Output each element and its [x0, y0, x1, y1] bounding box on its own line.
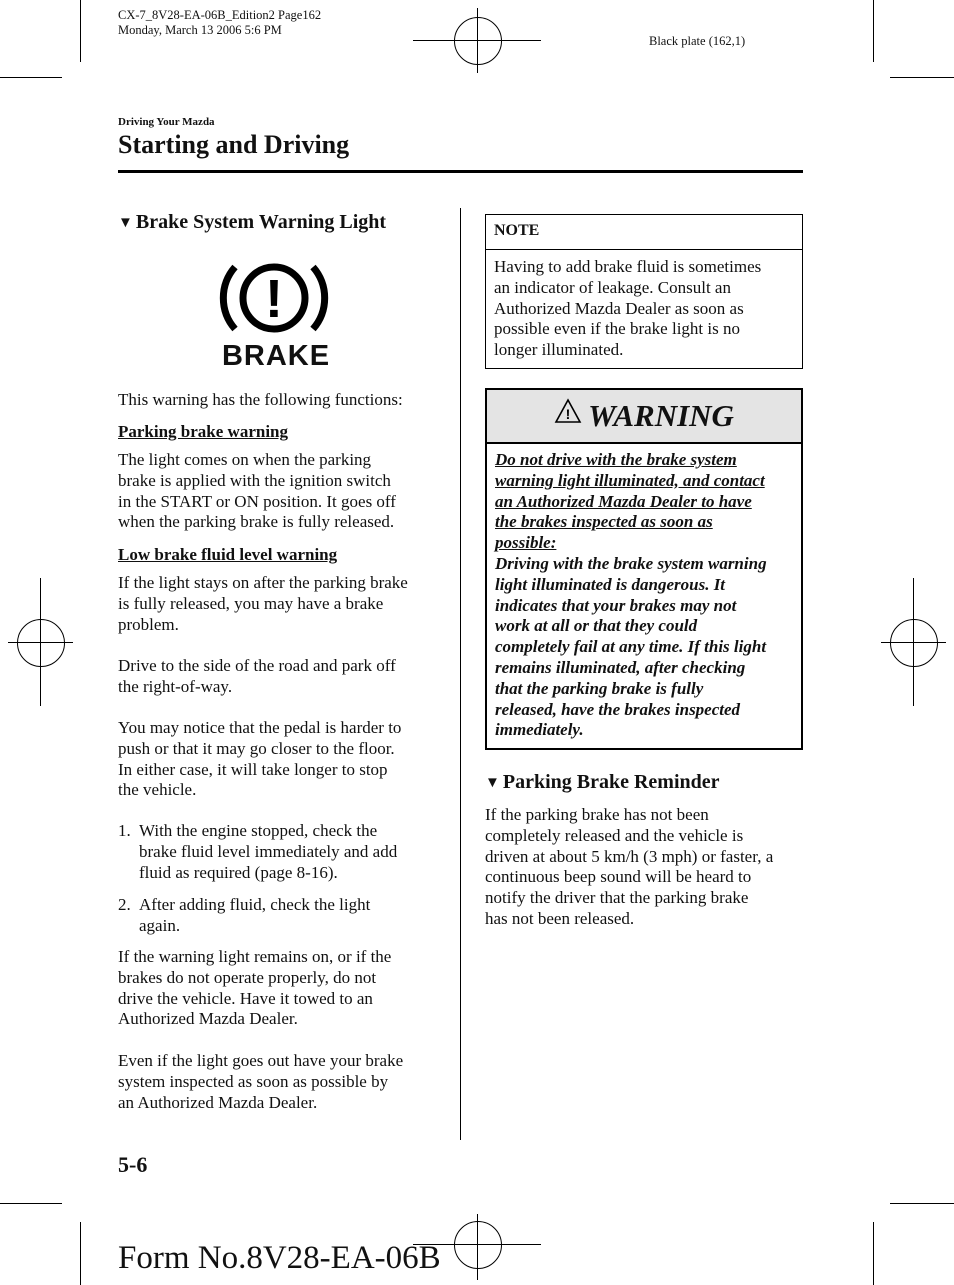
text-line: has not been released. — [485, 908, 635, 928]
text-line: completely released and the vehicle is — [485, 825, 744, 845]
form-number: Form No.8V28-EA-06B — [118, 1240, 441, 1276]
parking-brake-reminder-heading — [485, 771, 720, 794]
text-line: With the engine stopped, check the — [139, 821, 378, 840]
warning-underlined-line: warning light illuminated, and contact — [495, 470, 765, 490]
text-line: longer illuminated. — [494, 340, 624, 360]
text-line: Having to add brake fluid is sometimes — [494, 257, 762, 276]
warning-line: released, have the brakes inspected — [495, 699, 741, 719]
warning-line: immediately. — [495, 720, 584, 740]
crop-mark — [890, 77, 954, 78]
warning-triangle-icon — [554, 398, 582, 424]
list-item — [118, 895, 448, 939]
warning-underlined-line: Do not drive with the brake system — [495, 450, 737, 469]
warning-line: work at all or that they could — [495, 616, 698, 636]
warning-box — [485, 388, 803, 750]
crop-mark — [80, 1222, 81, 1285]
page-number: 5-6 — [118, 1152, 148, 1177]
warning-line: light illuminated is dangerous. It — [495, 574, 726, 594]
fluid-paragraph-3 — [118, 718, 401, 801]
text-line: Authorized Mazda Dealer. — [118, 1009, 298, 1029]
text-line: driven at about 5 km/h (3 mph) or faster, a — [485, 846, 774, 866]
warning-underlined-line: possible: — [495, 533, 557, 553]
brake-warning-heading — [118, 211, 386, 234]
text-line: If the parking brake has not been — [485, 805, 709, 824]
text-line: The light comes on when the parking — [118, 450, 372, 469]
text-line: push or that it may go closer to the floor. — [118, 738, 395, 758]
list-number: 2. — [118, 895, 131, 914]
page-title: Starting and Driving — [118, 130, 350, 159]
text-line: This warning has the following functions: — [118, 390, 403, 409]
warning-line: indicates that your brakes may not — [495, 595, 737, 615]
note-divider — [486, 249, 802, 250]
print-header-line2: Monday, March 13 2006 5:6 PM — [118, 23, 282, 37]
text-line: After adding fluid, check the light — [139, 895, 371, 914]
fluid-paragraph-1 — [118, 573, 408, 635]
text-line: fluid as required (page 8-16). — [139, 862, 338, 882]
print-header — [118, 8, 321, 38]
brake-warning-icon — [218, 254, 334, 374]
text-line: If the light stays on after the parking brake — [118, 573, 408, 592]
fluid-paragraph-2 — [118, 656, 396, 698]
text-line: If the warning light remains on, or if the — [118, 947, 392, 966]
warning-line: that the parking brake is fully — [495, 678, 704, 698]
crop-mark — [890, 1203, 954, 1204]
warning-title-group — [487, 398, 801, 434]
text-line: Drive to the side of the road and park off — [118, 656, 396, 675]
section-label: Driving Your Mazda — [118, 116, 215, 128]
warning-underlined-line: an Authorized Mazda Dealer to have — [495, 491, 752, 511]
crop-mark — [873, 0, 874, 62]
low-fluid-heading: Low brake fluid level warning — [118, 545, 338, 564]
text-line: the right-of-way. — [118, 676, 233, 696]
warning-exclamation-glyph: ! — [565, 406, 571, 422]
text-line: brake is applied with the ignition switch — [118, 470, 391, 490]
text-line: problem. — [118, 614, 179, 634]
text-line: possible even if the brake light is no — [494, 319, 740, 339]
triangle-down-icon: ▼ — [118, 215, 133, 231]
warning-underlined-line: the brakes inspected as soon as — [495, 512, 713, 532]
crop-mark — [0, 77, 62, 78]
text-line: You may notice that the pedal is harder to — [118, 718, 402, 737]
text-line: notify the driver that the parking brake — [485, 888, 749, 908]
parking-brake-warning-heading: Parking brake warning — [118, 422, 289, 441]
column-divider — [460, 208, 461, 1140]
text-line: when the parking brake is fully released. — [118, 512, 395, 532]
parking-brake-text — [118, 450, 396, 533]
list-item — [118, 821, 448, 885]
text-line: brake fluid level immediately and add — [139, 841, 398, 861]
text-line: is fully released, you may have a brake — [118, 593, 384, 613]
list-number: 1. — [118, 821, 131, 840]
text-line: in the START or ON position. It goes off — [118, 491, 396, 511]
text-line: continuous beep sound will be heard to — [485, 867, 752, 887]
text-line: In either case, it will take longer to stop — [118, 759, 388, 779]
triangle-down-icon: ▼ — [485, 775, 500, 791]
list-text — [139, 821, 397, 883]
text-line: drive the vehicle. Have it towed to an — [118, 988, 373, 1008]
crop-mark — [0, 1203, 62, 1204]
text-line: system inspected as soon as possible by — [118, 1071, 389, 1091]
text-line: Even if the light goes out have your brake — [118, 1051, 404, 1070]
after-paragraph-2 — [118, 1051, 403, 1113]
warning-header — [487, 390, 801, 444]
title-rule — [118, 170, 803, 173]
text-line: again. — [139, 915, 181, 935]
after-paragraph-1 — [118, 947, 391, 1030]
print-header-line1: CX-7_8V28-EA-06B_Edition2 Page162 — [118, 8, 322, 22]
text-line: an Authorized Mazda Dealer. — [118, 1092, 318, 1112]
warning-title: WARNING — [588, 398, 734, 433]
warning-line: remains illuminated, after checking — [495, 657, 746, 677]
crop-mark — [80, 0, 81, 62]
brake-icon-caption: BRAKE — [221, 340, 331, 372]
warning-line: Driving with the brake system warning — [495, 553, 767, 573]
brake-warning-heading-text: Brake System Warning Light — [135, 211, 387, 233]
text-line: brakes do not operate properly, do not — [118, 967, 377, 987]
intro-text — [118, 390, 403, 411]
list-text — [139, 895, 370, 937]
warning-line: completely fail at any time. If this light — [495, 637, 767, 657]
warning-body — [495, 450, 767, 741]
note-box — [485, 214, 803, 369]
note-text — [494, 257, 761, 361]
text-line: an indicator of leakage. Consult an — [494, 277, 731, 297]
reminder-text — [485, 805, 773, 930]
text-line: Authorized Mazda Dealer as soon as — [494, 298, 744, 318]
parking-brake-reminder-heading-text: Parking Brake Reminder — [502, 771, 720, 793]
text-line: the vehicle. — [118, 780, 197, 800]
note-label: NOTE — [494, 222, 540, 239]
plate-label: Black plate (162,1) — [649, 34, 746, 48]
crop-mark — [873, 1222, 874, 1285]
exclamation-glyph: ! — [265, 269, 283, 329]
